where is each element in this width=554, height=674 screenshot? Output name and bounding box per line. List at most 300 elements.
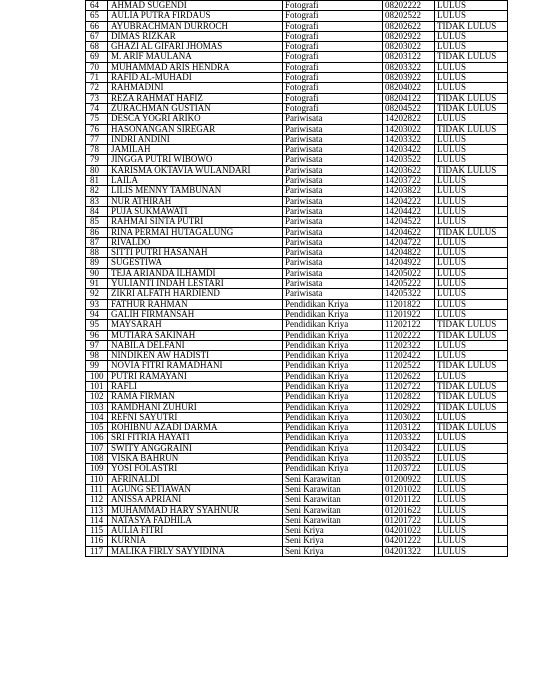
graduation-status-cell: LULUS — [435, 454, 508, 464]
student-name-cell: DIMAS RIZKAR — [108, 31, 283, 41]
row-number-cell: 89 — [86, 258, 108, 268]
graduation-status-cell: LULUS — [435, 62, 508, 72]
table-row — [86, 52, 508, 62]
table-row — [86, 412, 508, 422]
row-number-cell: 73 — [86, 93, 108, 103]
row-number-cell: 102 — [86, 392, 108, 402]
table-row — [86, 227, 508, 237]
table-row — [86, 351, 508, 361]
study-program-cell: Seni Karawitan — [283, 484, 383, 494]
table-row — [86, 299, 508, 309]
student-name-cell: ZURACHMAN GUSTIAN — [108, 103, 283, 113]
table-row — [86, 361, 508, 371]
table-row — [86, 464, 508, 474]
row-number-cell: 66 — [86, 21, 108, 31]
registration-code-cell: 14204622 — [383, 227, 435, 237]
registration-code-cell: 08203022 — [383, 42, 435, 52]
registration-code-cell: 08202522 — [383, 11, 435, 21]
student-name-cell: KARISMA OKTAVIA WULANDARI — [108, 165, 283, 175]
study-program-cell: Seni Karawitan — [283, 515, 383, 525]
table-row — [86, 103, 508, 113]
row-number-cell: 99 — [86, 361, 108, 371]
registration-code-cell: 14205222 — [383, 279, 435, 289]
study-program-cell: Pariwisata — [283, 124, 383, 134]
student-name-cell: RAHMAI SINTA PUTRI — [108, 217, 283, 227]
table-row — [86, 381, 508, 391]
row-number-cell: 67 — [86, 31, 108, 41]
study-program-cell: Pendidikan Kriya — [283, 464, 383, 474]
graduation-status-cell: LULUS — [435, 268, 508, 278]
table-row — [86, 443, 508, 453]
table-row — [86, 505, 508, 515]
registration-code-cell: 14203022 — [383, 124, 435, 134]
study-program-cell: Fotografi — [283, 103, 383, 113]
registration-code-cell: 04201322 — [383, 546, 435, 556]
row-number-cell: 109 — [86, 464, 108, 474]
student-name-cell: MUTIARA SAKINAH — [108, 330, 283, 340]
study-program-cell: Pariwisata — [283, 206, 383, 216]
student-name-cell: YULIANTI INDAH LESTARI — [108, 279, 283, 289]
table-row — [86, 206, 508, 216]
registration-code-cell: 01201122 — [383, 495, 435, 505]
row-number-cell: 65 — [86, 11, 108, 21]
table-row — [86, 536, 508, 546]
row-number-cell: 101 — [86, 381, 108, 391]
registration-code-cell: 14204422 — [383, 206, 435, 216]
table-row — [86, 526, 508, 536]
graduation-status-cell: LULUS — [435, 42, 508, 52]
table-row — [86, 21, 508, 31]
graduation-status-cell: TIDAK LULUS — [435, 52, 508, 62]
row-number-cell: 107 — [86, 443, 108, 453]
row-number-cell: 108 — [86, 454, 108, 464]
row-number-cell: 111 — [86, 484, 108, 494]
student-name-cell: INDRI ANDINI — [108, 134, 283, 144]
study-program-cell: Pariwisata — [283, 155, 383, 165]
row-number-cell: 82 — [86, 186, 108, 196]
student-name-cell: ZIKRI ALFATH HARDIEND — [108, 289, 283, 299]
registration-code-cell: 08202222 — [383, 1, 435, 11]
study-program-cell: Pariwisata — [283, 196, 383, 206]
row-number-cell: 79 — [86, 155, 108, 165]
student-name-cell: MUHAMMAD HARY SYAHNUR — [108, 505, 283, 515]
table-row — [86, 176, 508, 186]
study-program-cell: Fotografi — [283, 21, 383, 31]
student-name-cell: MAYSARAH — [108, 320, 283, 330]
study-program-cell: Pendidikan Kriya — [283, 381, 383, 391]
graduation-status-cell: TIDAK LULUS — [435, 423, 508, 433]
row-number-cell: 87 — [86, 237, 108, 247]
graduation-status-cell: LULUS — [435, 114, 508, 124]
study-program-cell: Pariwisata — [283, 145, 383, 155]
student-name-cell: GHAZI AL GIFARI JHOMAS — [108, 42, 283, 52]
registration-code-cell: 08203122 — [383, 52, 435, 62]
study-program-cell: Pariwisata — [283, 237, 383, 247]
row-number-cell: 81 — [86, 176, 108, 186]
row-number-cell: 83 — [86, 196, 108, 206]
graduation-status-cell: LULUS — [435, 515, 508, 525]
student-name-cell: NABILA DELFANI — [108, 340, 283, 350]
registration-code-cell: 14204522 — [383, 217, 435, 227]
study-program-cell: Pendidikan Kriya — [283, 392, 383, 402]
student-name-cell: SRI FITRIA HAYATI — [108, 433, 283, 443]
student-name-cell: MUHAMMAD ARIS HENDRA — [108, 62, 283, 72]
row-number-cell: 70 — [86, 62, 108, 72]
registration-code-cell: 14204822 — [383, 248, 435, 258]
table-row — [86, 134, 508, 144]
student-name-cell: JAMILAH — [108, 145, 283, 155]
registration-code-cell: 11202822 — [383, 392, 435, 402]
row-number-cell: 115 — [86, 526, 108, 536]
registration-code-cell: 04201022 — [383, 526, 435, 536]
student-name-cell: LAILA — [108, 176, 283, 186]
study-program-cell: Pariwisata — [283, 227, 383, 237]
registration-code-cell: 11203322 — [383, 433, 435, 443]
table-row — [86, 83, 508, 93]
row-number-cell: 74 — [86, 103, 108, 113]
table-row — [86, 124, 508, 134]
registration-code-cell: 14203522 — [383, 155, 435, 165]
row-number-cell: 105 — [86, 423, 108, 433]
row-number-cell: 94 — [86, 309, 108, 319]
study-program-cell: Pendidikan Kriya — [283, 309, 383, 319]
graduation-status-cell: LULUS — [435, 237, 508, 247]
graduation-status-cell: TIDAK LULUS — [435, 381, 508, 391]
table-row — [86, 371, 508, 381]
registration-code-cell: 11203422 — [383, 443, 435, 453]
graduation-status-cell: LULUS — [435, 258, 508, 268]
registration-code-cell: 14205322 — [383, 289, 435, 299]
table-row — [86, 546, 508, 556]
registration-code-cell: 01201022 — [383, 484, 435, 494]
registration-code-cell: 14203822 — [383, 186, 435, 196]
graduation-status-cell: LULUS — [435, 73, 508, 83]
study-program-cell: Fotografi — [283, 73, 383, 83]
results-table — [85, 0, 508, 557]
study-program-cell: Pariwisata — [283, 248, 383, 258]
study-program-cell: Pendidikan Kriya — [283, 412, 383, 422]
registration-code-cell: 08202622 — [383, 21, 435, 31]
study-program-cell: Pendidikan Kriya — [283, 423, 383, 433]
student-name-cell: MALIKA FIRLY SAYYIDINA — [108, 546, 283, 556]
registration-code-cell: 11203022 — [383, 412, 435, 422]
student-name-cell: NINDIKEN AW HADISTI — [108, 351, 283, 361]
table-row — [86, 423, 508, 433]
study-program-cell: Fotografi — [283, 93, 383, 103]
study-program-cell: Seni Karawitan — [283, 495, 383, 505]
graduation-status-cell: TIDAK LULUS — [435, 93, 508, 103]
table-row — [86, 309, 508, 319]
graduation-status-cell: TIDAK LULUS — [435, 402, 508, 412]
registration-code-cell: 08203322 — [383, 62, 435, 72]
study-program-cell: Pariwisata — [283, 114, 383, 124]
study-program-cell: Seni Kriya — [283, 546, 383, 556]
registration-code-cell: 11202922 — [383, 402, 435, 412]
table-row — [86, 165, 508, 175]
student-name-cell: YOSI FOLASTRI — [108, 464, 283, 474]
study-program-cell: Pariwisata — [283, 176, 383, 186]
row-number-cell: 90 — [86, 268, 108, 278]
student-name-cell: RAHMADINI — [108, 83, 283, 93]
table-row — [86, 196, 508, 206]
table-row — [86, 340, 508, 350]
study-program-cell: Seni Kriya — [283, 536, 383, 546]
study-program-cell: Pariwisata — [283, 268, 383, 278]
table-row — [86, 495, 508, 505]
student-name-cell: HASONANGAN SIREGAR — [108, 124, 283, 134]
graduation-status-cell: LULUS — [435, 474, 508, 484]
table-row — [86, 392, 508, 402]
study-program-cell: Fotografi — [283, 42, 383, 52]
study-program-cell: Seni Karawitan — [283, 474, 383, 484]
table-row — [86, 258, 508, 268]
student-name-cell: REFNI SAYUTRI — [108, 412, 283, 422]
table-row — [86, 237, 508, 247]
study-program-cell: Pendidikan Kriya — [283, 433, 383, 443]
row-number-cell: 103 — [86, 402, 108, 412]
graduation-status-cell: LULUS — [435, 309, 508, 319]
student-name-cell: LILIS MENNY TAMBUNAN — [108, 186, 283, 196]
registration-code-cell: 14203622 — [383, 165, 435, 175]
row-number-cell: 80 — [86, 165, 108, 175]
graduation-status-cell: LULUS — [435, 484, 508, 494]
student-name-cell: AULIA FITRI — [108, 526, 283, 536]
graduation-status-cell: LULUS — [435, 83, 508, 93]
registration-code-cell: 11202622 — [383, 371, 435, 381]
graduation-status-cell: LULUS — [435, 340, 508, 350]
row-number-cell: 106 — [86, 433, 108, 443]
table-row — [86, 320, 508, 330]
row-number-cell: 71 — [86, 73, 108, 83]
row-number-cell: 88 — [86, 248, 108, 258]
row-number-cell: 117 — [86, 546, 108, 556]
registration-code-cell: 01201622 — [383, 505, 435, 515]
row-number-cell: 92 — [86, 289, 108, 299]
graduation-status-cell: TIDAK LULUS — [435, 103, 508, 113]
row-number-cell: 91 — [86, 279, 108, 289]
table-row — [86, 268, 508, 278]
row-number-cell: 97 — [86, 340, 108, 350]
registration-code-cell: 14203422 — [383, 145, 435, 155]
student-name-cell: ROHIBNU AZADI DARMA — [108, 423, 283, 433]
table-row — [86, 93, 508, 103]
study-program-cell: Pariwisata — [283, 217, 383, 227]
student-name-cell: RINA PERMAI HUTAGALUNG — [108, 227, 283, 237]
student-name-cell: VISKA BAHRUN — [108, 454, 283, 464]
row-number-cell: 77 — [86, 134, 108, 144]
graduation-status-cell: LULUS — [435, 176, 508, 186]
study-program-cell: Pendidikan Kriya — [283, 371, 383, 381]
study-program-cell: Fotografi — [283, 31, 383, 41]
graduation-status-cell: TIDAK LULUS — [435, 320, 508, 330]
study-program-cell: Pariwisata — [283, 134, 383, 144]
student-name-cell: GALIH FIRMANSAH — [108, 309, 283, 319]
graduation-status-cell: LULUS — [435, 134, 508, 144]
student-name-cell: DESCA YOGRI ARIKO — [108, 114, 283, 124]
graduation-status-cell: LULUS — [435, 206, 508, 216]
student-name-cell: SWITY ANGGRAINI — [108, 443, 283, 453]
registration-code-cell: 11203122 — [383, 423, 435, 433]
student-name-cell: JINGGA PUTRI WIBOWO — [108, 155, 283, 165]
registration-code-cell: 11201822 — [383, 299, 435, 309]
student-name-cell: AHMAD SUGENDI — [108, 1, 283, 11]
study-program-cell: Pendidikan Kriya — [283, 330, 383, 340]
registration-code-cell: 14205022 — [383, 268, 435, 278]
registration-code-cell: 11202222 — [383, 330, 435, 340]
graduation-status-cell: LULUS — [435, 505, 508, 515]
registration-code-cell: 08204522 — [383, 103, 435, 113]
registration-code-cell: 11203722 — [383, 464, 435, 474]
student-name-cell: AFRINALDI — [108, 474, 283, 484]
student-name-cell: PUJA SUKMAWATI — [108, 206, 283, 216]
study-program-cell: Pendidikan Kriya — [283, 320, 383, 330]
study-program-cell: Pariwisata — [283, 258, 383, 268]
table-row — [86, 484, 508, 494]
row-number-cell: 69 — [86, 52, 108, 62]
table-row — [86, 279, 508, 289]
student-name-cell: SUGESTIWA — [108, 258, 283, 268]
table-row — [86, 515, 508, 525]
graduation-status-cell: LULUS — [435, 196, 508, 206]
graduation-status-cell: LULUS — [435, 443, 508, 453]
graduation-status-cell: LULUS — [435, 145, 508, 155]
graduation-status-cell: LULUS — [435, 299, 508, 309]
student-name-cell: RAFID AL-MUHADI — [108, 73, 283, 83]
registration-code-cell: 04201222 — [383, 536, 435, 546]
graduation-status-cell: LULUS — [435, 279, 508, 289]
study-program-cell: Pendidikan Kriya — [283, 443, 383, 453]
table-row — [86, 402, 508, 412]
graduation-status-cell: TIDAK LULUS — [435, 392, 508, 402]
graduation-status-cell: LULUS — [435, 546, 508, 556]
graduation-status-cell: TIDAK LULUS — [435, 124, 508, 134]
table-row — [86, 454, 508, 464]
table-row — [86, 186, 508, 196]
registration-code-cell: 11202322 — [383, 340, 435, 350]
student-name-cell: KURNIA — [108, 536, 283, 546]
study-program-cell: Pendidikan Kriya — [283, 299, 383, 309]
graduation-status-cell: LULUS — [435, 1, 508, 11]
row-number-cell: 114 — [86, 515, 108, 525]
registration-code-cell: 11202722 — [383, 381, 435, 391]
registration-code-cell: 08203922 — [383, 73, 435, 83]
student-name-cell: RAFLI — [108, 381, 283, 391]
table-row — [86, 114, 508, 124]
study-program-cell: Fotografi — [283, 1, 383, 11]
student-name-cell: REZA RAHMAT HAFIZ — [108, 93, 283, 103]
student-name-cell: PUTRI RAMAYANI — [108, 371, 283, 381]
graduation-status-cell: LULUS — [435, 464, 508, 474]
registration-code-cell: 08204122 — [383, 93, 435, 103]
student-name-cell: TEJA ARIANDA ILHAMDI — [108, 268, 283, 278]
study-program-cell: Pariwisata — [283, 186, 383, 196]
row-number-cell: 116 — [86, 536, 108, 546]
study-program-cell: Pendidikan Kriya — [283, 351, 383, 361]
row-number-cell: 68 — [86, 42, 108, 52]
study-program-cell: Pariwisata — [283, 289, 383, 299]
registration-code-cell: 11202422 — [383, 351, 435, 361]
student-name-cell: M. ARIF MAULANA — [108, 52, 283, 62]
graduation-status-cell: TIDAK LULUS — [435, 165, 508, 175]
student-name-cell: RIVALDO — [108, 237, 283, 247]
study-program-cell: Fotografi — [283, 11, 383, 21]
registration-code-cell: 11202122 — [383, 320, 435, 330]
table-row — [86, 474, 508, 484]
graduation-status-cell: TIDAK LULUS — [435, 227, 508, 237]
row-number-cell: 96 — [86, 330, 108, 340]
graduation-status-cell: TIDAK LULUS — [435, 330, 508, 340]
registration-code-cell: 14203722 — [383, 176, 435, 186]
registration-code-cell: 11203522 — [383, 454, 435, 464]
table-row — [86, 62, 508, 72]
student-name-cell: ANISSA APRIANI — [108, 495, 283, 505]
row-number-cell: 95 — [86, 320, 108, 330]
row-number-cell: 110 — [86, 474, 108, 484]
table-row — [86, 145, 508, 155]
graduation-status-cell: LULUS — [435, 412, 508, 422]
registration-code-cell: 08202922 — [383, 31, 435, 41]
registration-code-cell: 14204922 — [383, 258, 435, 268]
student-name-cell: AGUNG SETIAWAN — [108, 484, 283, 494]
row-number-cell: 72 — [86, 83, 108, 93]
study-program-cell: Fotografi — [283, 52, 383, 62]
graduation-status-cell: LULUS — [435, 536, 508, 546]
table-row — [86, 73, 508, 83]
registration-code-cell: 14202822 — [383, 114, 435, 124]
table-row — [86, 11, 508, 21]
table-row — [86, 31, 508, 41]
table-row — [86, 330, 508, 340]
registration-code-cell: 08204022 — [383, 83, 435, 93]
student-name-cell: AULIA PUTRA FIRDAUS — [108, 11, 283, 21]
study-program-cell: Pendidikan Kriya — [283, 340, 383, 350]
student-name-cell: NATASYA FADHILA — [108, 515, 283, 525]
results-table-body — [86, 1, 508, 557]
study-program-cell: Pariwisata — [283, 165, 383, 175]
graduation-status-cell: LULUS — [435, 155, 508, 165]
graduation-status-cell: LULUS — [435, 289, 508, 299]
study-program-cell: Fotografi — [283, 62, 383, 72]
registration-code-cell: 11201922 — [383, 309, 435, 319]
graduation-status-cell: TIDAK LULUS — [435, 361, 508, 371]
row-number-cell: 85 — [86, 217, 108, 227]
registration-code-cell: 14204222 — [383, 196, 435, 206]
study-program-cell: Pendidikan Kriya — [283, 361, 383, 371]
graduation-status-cell: LULUS — [435, 31, 508, 41]
study-program-cell: Pendidikan Kriya — [283, 402, 383, 412]
table-row — [86, 289, 508, 299]
graduation-status-cell: LULUS — [435, 526, 508, 536]
registration-code-cell: 14204722 — [383, 237, 435, 247]
row-number-cell: 98 — [86, 351, 108, 361]
row-number-cell: 78 — [86, 145, 108, 155]
study-program-cell: Fotografi — [283, 83, 383, 93]
study-program-cell: Pendidikan Kriya — [283, 454, 383, 464]
table-row — [86, 155, 508, 165]
table-row — [86, 248, 508, 258]
graduation-status-cell: LULUS — [435, 217, 508, 227]
table-row — [86, 433, 508, 443]
row-number-cell: 84 — [86, 206, 108, 216]
student-name-cell: NOVIA FITRI RAMADHANI — [108, 361, 283, 371]
student-name-cell: SITTI PUTRI HASANAH — [108, 248, 283, 258]
registration-code-cell: 14203322 — [383, 134, 435, 144]
graduation-status-cell: LULUS — [435, 186, 508, 196]
registration-code-cell: 01200922 — [383, 474, 435, 484]
row-number-cell: 104 — [86, 412, 108, 422]
registration-code-cell: 01201722 — [383, 515, 435, 525]
row-number-cell: 113 — [86, 505, 108, 515]
